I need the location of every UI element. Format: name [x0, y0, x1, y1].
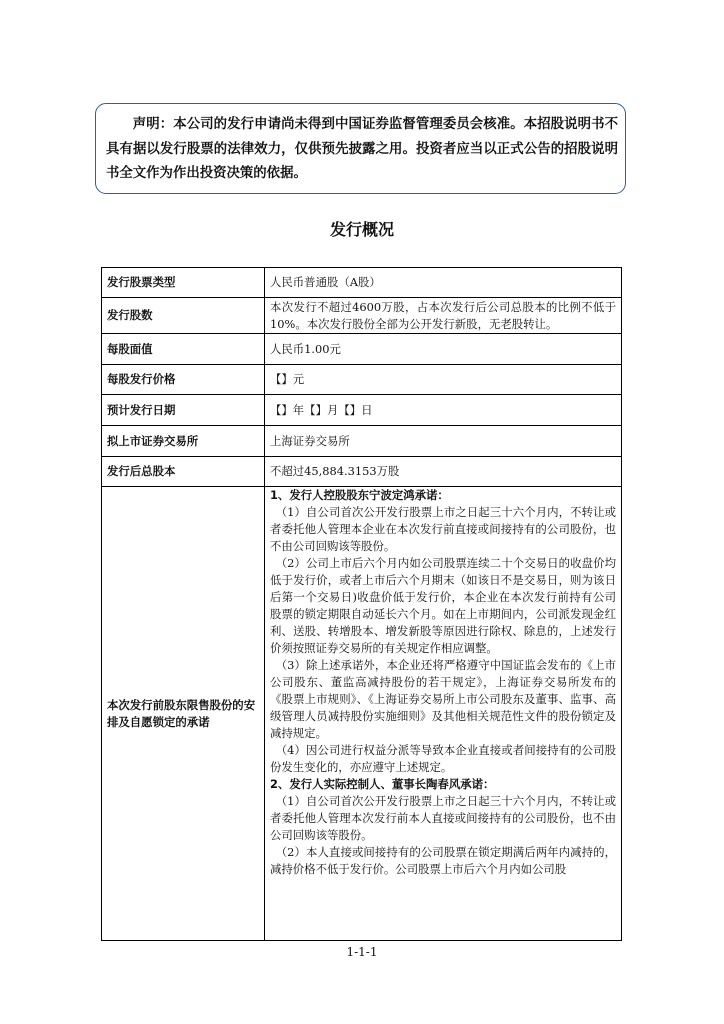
row-label-issue-price: 每股发行价格 [102, 365, 265, 395]
row-value-issue-price: 【】元 [265, 365, 622, 395]
row-value-par-value: 人民币1.00元 [265, 334, 622, 365]
row-label-issue-date: 预计发行日期 [102, 395, 265, 426]
page-title: 发行概况 [329, 220, 394, 239]
table-row [102, 298, 622, 334]
table-row [102, 426, 622, 457]
row-value-total-shares: 不超过45,884.3153万股 [265, 457, 622, 487]
row-value-exchange: 上海证券交易所 [265, 426, 622, 457]
row-label-stock-type: 发行股票类型 [102, 268, 265, 298]
lockup-paragraph: （3）除上述承诺外，本企业还将严格遵守中国证监会发布的《上市公司股东、董监高减持股份的若干规定》，上海证券交易所发布的《股票上市规则》、《上海证券交易所上市公司股东及董事、监事、高级管理人员减持股份实施细则》及其他相关规范性文件的股份锁定及减持规定。 [270, 658, 616, 740]
table-row [102, 365, 622, 395]
lockup-paragraph: （2）本人直接或间接持有的公司股票在锁定期满后两年内减持的，减持价格不低于发行价。公司股票上市后六个月内如公司股 [270, 845, 616, 876]
issuance-overview-table [101, 267, 622, 941]
row-label-lockup: 本次发行前股东限售股份的安排及自愿锁定的承诺 [102, 487, 265, 941]
table-row [102, 457, 622, 487]
lockup-paragraph: （1）自公司首次公开发行股票上市之日起三十六个月内，不转让或者委托他人管理本次发行前本人直接或间接持有的公司股份，也不由公司回购该等股份。 [270, 794, 616, 842]
row-value-issue-date: 【】年【】月【】日 [265, 395, 622, 426]
row-value-lockup [265, 487, 622, 941]
lockup-paragraph: （4）因公司进行权益分派等导致本企业直接或者间接持有的公司股份发生变化的，亦应遵守上述规定。 [270, 743, 616, 774]
row-label-par-value: 每股面值 [102, 334, 265, 365]
row-label-share-count: 发行股数 [102, 298, 265, 334]
page-number: 1-1-1 [346, 945, 378, 959]
table-row [102, 487, 622, 941]
row-label-total-shares: 发行后总股本 [102, 457, 265, 487]
lockup-heading-actual-controller: 2、发行人实际控制人、董事长陶春风承诺： [270, 777, 495, 791]
row-label-exchange: 拟上市证券交易所 [102, 426, 265, 457]
table-row [102, 334, 622, 365]
lockup-paragraph: （1）自公司首次公开发行股票上市之日起三十六个月内，不转让或者委托他人管理本企业在本次发行前直接或间接持有的公司股份，也不由公司回购该等股份。 [270, 505, 616, 553]
table-row [102, 268, 622, 298]
lockup-paragraph: （2）公司上市后六个月内如公司股票连续二十个交易日的收盘价均低于发行价，或者上市后六个月期末（如该日不是交易日，则为该日后第一个交易日)收盘价低于发行价，本企业在本次发行前持有公司股票的锁定期限自动延长六个月。如在上市期间内，公司派发现金红利、送股、转增股本、增发新股等原因进行除权、除息的，上述发行价须按照证券交易所的有关规定作相应调整。 [270, 556, 616, 655]
row-value-stock-type: 人民币普通股（A股） [265, 268, 622, 298]
table-row [102, 395, 622, 426]
lockup-heading-controlling-shareholder: 1、发行人控股股东宁波定鸿承诺： [270, 488, 449, 502]
disclaimer-notice: 声明：本公司的发行申请尚未得到中国证券监督管理委员会核准。本招股说明书不具有据以发行股票的法律效力，仅供预先披露之用。投资者应当以正式公告的招股说明书全文作为作出投资决策的依据。 [95, 103, 626, 194]
row-value-share-count: 本次发行不超过4600万股，占本次发行后公司总股本的比例不低于10%。本次发行股份全部为公开发行新股，无老股转让。 [265, 298, 622, 334]
